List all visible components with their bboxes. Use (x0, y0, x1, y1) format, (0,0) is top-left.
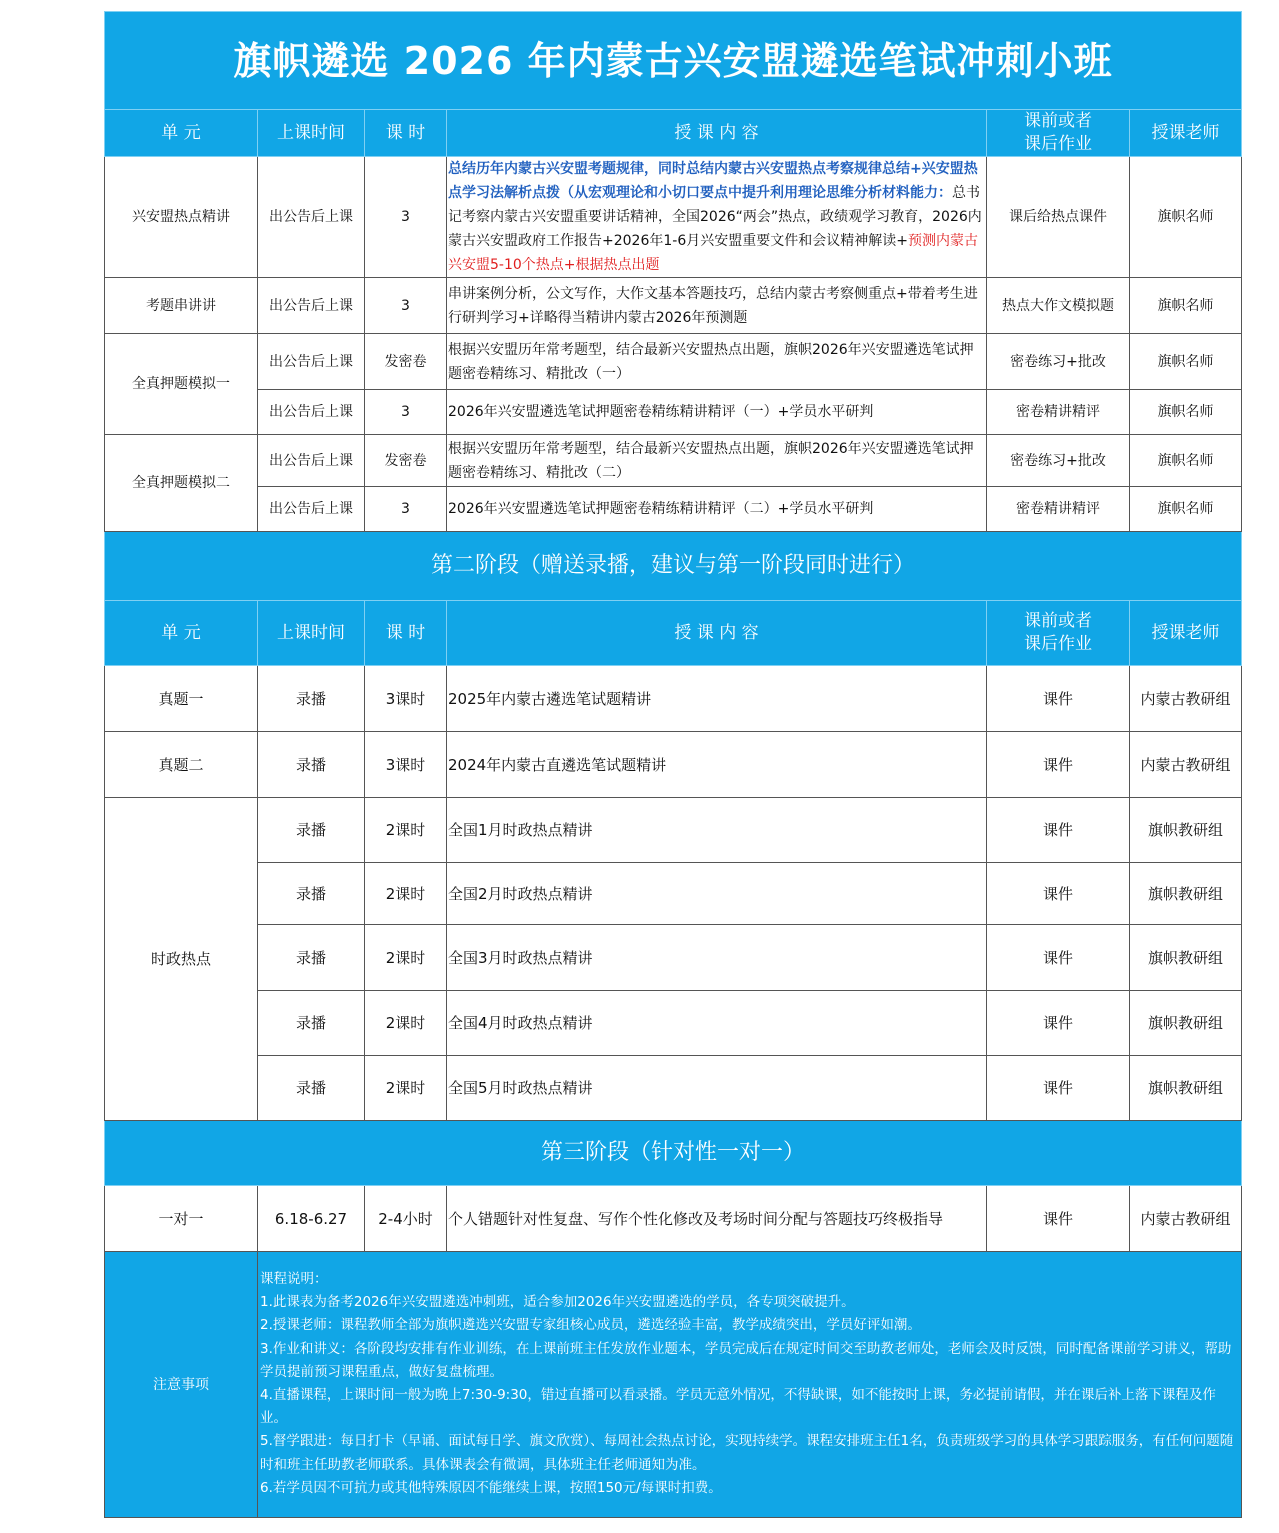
hours-cell: 3 (365, 278, 447, 334)
unit-cell: 全真押题模拟二 (105, 435, 258, 532)
hours-cell: 2课时 (365, 863, 447, 925)
header-homework: 课前或者 课后作业 (987, 601, 1130, 666)
teacher-cell: 旗帜名师 (1130, 278, 1242, 334)
hours-cell: 2课时 (365, 991, 447, 1056)
teacher-cell: 旗帜教研组 (1130, 1056, 1242, 1121)
teacher-cell: 旗帜名师 (1130, 334, 1242, 390)
homework-cell: 课件 (987, 863, 1130, 925)
content-cell: 串讲案例分析，公文写作，大作文基本答题技巧，总结内蒙古考察侧重点+带着考生进行研判学习+详略得当精讲内蒙古2026年预测题 (447, 278, 987, 334)
header-content: 授 课 内 容 (447, 110, 987, 157)
homework-cell: 热点大作文模拟题 (987, 278, 1130, 334)
notes-item: 3.作业和讲义：各阶段均安排有作业训练，在上课前班主任发放作业题本，学员完成后在规定时间交至助教老师处，老师会及时反馈，同时配备课前学习讲义，帮助学员提前预习课程重点，做好复盘梳理。 (260, 1340, 1232, 1380)
course-schedule-table (104, 11, 1242, 1518)
page-title: 旗帜遴选 2026 年内蒙古兴安盟遴选笔试冲刺小班 (105, 12, 1242, 110)
homework-cell: 密卷精讲精评 (987, 487, 1130, 532)
header-content: 授 课 内 容 (447, 601, 987, 666)
hours-cell: 2课时 (365, 925, 447, 991)
table-row (105, 334, 1242, 390)
time-cell: 录播 (258, 732, 365, 798)
homework-cell: 课件 (987, 991, 1130, 1056)
time-cell: 录播 (258, 1056, 365, 1121)
time-cell: 录播 (258, 798, 365, 863)
homework-cell: 课件 (987, 732, 1130, 798)
table-row (105, 925, 1242, 991)
notes-heading: 课程说明： (260, 1271, 328, 1287)
content-cell: 全国5月时政热点精讲 (447, 1056, 987, 1121)
table-row (105, 157, 1242, 278)
teacher-cell: 旗帜教研组 (1130, 925, 1242, 991)
hours-cell: 2-4小时 (365, 1186, 447, 1252)
unit-cell: 全真押题模拟一 (105, 334, 258, 435)
content-cell: 2025年内蒙古遴选笔试题精讲 (447, 666, 987, 732)
notes-content (258, 1252, 1242, 1518)
header-unit: 单 元 (105, 110, 258, 157)
header-hours: 课 时 (365, 601, 447, 666)
homework-cell: 课件 (987, 666, 1130, 732)
table-row (105, 278, 1242, 334)
content-cell: 全国3月时政热点精讲 (447, 925, 987, 991)
header-time: 上课时间 (258, 601, 365, 666)
hours-cell: 3课时 (365, 666, 447, 732)
table-row (105, 1186, 1242, 1252)
unit-cell: 真题一 (105, 666, 258, 732)
hours-cell: 2课时 (365, 798, 447, 863)
content-cell: 2024年内蒙古直遴选笔试题精讲 (447, 732, 987, 798)
content-cell: 2026年兴安盟遴选笔试押题密卷精练精讲精评（一）+学员水平研判 (447, 390, 987, 435)
time-cell: 录播 (258, 863, 365, 925)
teacher-cell: 旗帜教研组 (1130, 798, 1242, 863)
teacher-cell: 内蒙古教研组 (1130, 732, 1242, 798)
teacher-cell: 旗帜名师 (1130, 157, 1242, 278)
content-cell: 全国4月时政热点精讲 (447, 991, 987, 1056)
table-row (105, 435, 1242, 487)
content-cell: 全国2月时政热点精讲 (447, 863, 987, 925)
homework-cell: 密卷精讲精评 (987, 390, 1130, 435)
teacher-cell: 内蒙古教研组 (1130, 1186, 1242, 1252)
header-teacher: 授课老师 (1130, 601, 1242, 666)
teacher-cell: 旗帜教研组 (1130, 863, 1242, 925)
homework-cell: 课后给热点课件 (987, 157, 1130, 278)
time-cell: 录播 (258, 925, 365, 991)
content-cell: 根据兴安盟历年常考题型，结合最新兴安盟热点出题，旗帜2026年兴安盟遴选笔试押题密卷精练习、精批改（二） (447, 435, 987, 487)
homework-cell: 课件 (987, 798, 1130, 863)
header-homework: 课前或者 课后作业 (987, 110, 1130, 157)
content-cell: 个人错题针对性复盘、写作个性化修改及考场时间分配与答题技巧终极指导 (447, 1186, 987, 1252)
homework-cell: 课件 (987, 1186, 1130, 1252)
hours-cell: 3 (365, 390, 447, 435)
teacher-cell: 旗帜名师 (1130, 435, 1242, 487)
time-cell: 出公告后上课 (258, 334, 365, 390)
header-time: 上课时间 (258, 110, 365, 157)
stage3-title: 第三阶段（针对性一对一） (105, 1121, 1242, 1186)
homework-cell: 密卷练习+批改 (987, 334, 1130, 390)
unit-cell: 一对一 (105, 1186, 258, 1252)
time-cell: 出公告后上课 (258, 157, 365, 278)
notes-item: 2.授课老师：课程教师全部为旗帜遴选兴安盟专家组核心成员，遴选经验丰富，教学成绩突出，学员好评如潮。 (260, 1317, 921, 1334)
table-row (105, 798, 1242, 863)
table-row (105, 487, 1242, 532)
content-cell: 全国1月时政热点精讲 (447, 798, 987, 863)
hours-cell: 2课时 (365, 1056, 447, 1121)
homework-cell: 课件 (987, 1056, 1130, 1121)
table-row (105, 863, 1242, 925)
hours-cell: 发密卷 (365, 435, 447, 487)
time-cell: 出公告后上课 (258, 390, 365, 435)
homework-cell: 密卷练习+批改 (987, 435, 1130, 487)
time-cell: 6.18-6.27 (258, 1186, 365, 1252)
teacher-cell: 旗帜名师 (1130, 487, 1242, 532)
schedule-sheet (104, 11, 1241, 1518)
hours-cell: 3 (365, 157, 447, 278)
content-cell: 根据兴安盟历年常考题型，结合最新兴安盟热点出题，旗帜2026年兴安盟遴选笔试押题密卷精练习、精批改（一） (447, 334, 987, 390)
unit-cell: 真题二 (105, 732, 258, 798)
stage2-title: 第二阶段（赠送录播，建议与第一阶段同时进行） (105, 532, 1242, 601)
hours-cell: 3课时 (365, 732, 447, 798)
table-row (105, 1056, 1242, 1121)
unit-cell: 时政热点 (105, 798, 258, 1121)
homework-cell: 课件 (987, 925, 1130, 991)
teacher-cell: 旗帜名师 (1130, 390, 1242, 435)
time-cell: 录播 (258, 666, 365, 732)
unit-cell: 兴安盟热点精讲 (105, 157, 258, 278)
content-cell: 总结历年内蒙古兴安盟考题规律，同时总结内蒙古兴安盟热点考察规律总结+兴安盟热点学习法解析点拨（从宏观理论和小切口要点中提升利用理论思维分析材料能力：总书记考察内蒙古兴安盟重要讲话精神，全国2026“两会”热点，政绩观学习教育，2026内蒙古兴安盟政府工作报告+2026年1-6月兴安盟重要文件和会议精神解读+预测内蒙古兴安盟5-10个热点+根据热点出题 (447, 157, 987, 278)
table-header (105, 110, 1242, 157)
table-row (105, 666, 1242, 732)
hours-cell: 3 (365, 487, 447, 532)
header-teacher: 授课老师 (1130, 110, 1242, 157)
header-unit: 单 元 (105, 601, 258, 666)
table-row (105, 732, 1242, 798)
hours-cell: 发密卷 (365, 334, 447, 390)
table-header (105, 601, 1242, 666)
content-cell: 2026年兴安盟遴选笔试押题密卷精练精讲精评（二）+学员水平研判 (447, 487, 987, 532)
table-row (105, 390, 1242, 435)
notes-row (105, 1252, 1242, 1518)
notes-item: 4.直播课程，上课时间一般为晚上7:30-9:30，错过直播可以看录播。学员无意外情况，不得缺课，如不能按时上课，务必提前请假，并在课后补上落下课程及作业。 (260, 1387, 1216, 1427)
time-cell: 录播 (258, 991, 365, 1056)
teacher-cell: 内蒙古教研组 (1130, 666, 1242, 732)
teacher-cell: 旗帜教研组 (1130, 991, 1242, 1056)
table-row (105, 991, 1242, 1056)
notes-item: 1.此课表为备考2026年兴安盟遴选冲刺班，适合参加2026年兴安盟遴选的学员，各专项突破提升。 (260, 1294, 855, 1311)
notes-item: 5.督学跟进：每日打卡（早诵、面试每日学、旗文欣赏）、每周社会热点讨论，实现持续学。课程安排班主任1名，负责班级学习的具体学习跟踪服务，有任何问题随时和班主任助教老师联系。具体课表会有微调，具体班主任老师通知为准。 (260, 1433, 1234, 1473)
unit-cell: 考题串讲讲 (105, 278, 258, 334)
notes-label: 注意事项 (105, 1252, 258, 1518)
header-hours: 课 时 (365, 110, 447, 157)
notes-item: 6.若学员因不可抗力或其他特殊原因不能继续上课，按照150元/每课时扣费。 (260, 1479, 722, 1496)
time-cell: 出公告后上课 (258, 487, 365, 532)
time-cell: 出公告后上课 (258, 278, 365, 334)
time-cell: 出公告后上课 (258, 435, 365, 487)
